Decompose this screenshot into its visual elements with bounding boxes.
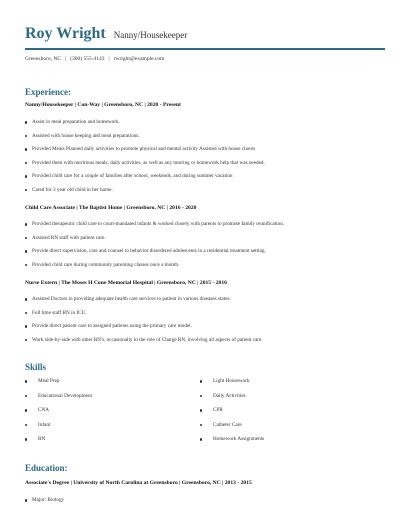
job-heading: Nanny/Housekeeper | Con-Way | Greensboro, NC | 2020 - Present	[25, 102, 181, 108]
skill-item: RN	[25, 436, 92, 451]
list-item: Major: Biology	[25, 497, 385, 511]
skill-item: CPR	[200, 407, 264, 422]
candidate-title: Nanny/Housekeeper	[113, 30, 188, 40]
contact-separator: |	[65, 56, 67, 62]
skill-item: Catheter Care	[200, 422, 264, 437]
job-bullet-list	[25, 296, 385, 350]
list-item: Assist in meal preparation and homework.	[25, 119, 385, 133]
list-item: Provide direct supervision, care and counsel to behavior disordered adolescents in a residential treatment setting.	[25, 248, 385, 262]
degree-heading: Associate's Degree | University of North Carolina at Greensboro | Greensboro, NC | 2013 - 2015	[25, 480, 252, 486]
experience-heading: Experience:	[25, 87, 71, 97]
resume-header	[25, 25, 385, 43]
skill-item: Homework Assignments	[200, 436, 264, 451]
skill-item: Daily Activities	[200, 393, 264, 408]
contact-separator: |	[108, 56, 110, 62]
header-divider	[25, 48, 385, 50]
job-bullet-list	[25, 221, 385, 275]
contact-location: Greensboro, NC	[25, 56, 62, 62]
list-item: Provided Meals Planned daily activities to promote physical and mental activity Assisted with house chores	[25, 146, 385, 160]
list-item: Provided therapeutic child care to court-mandated infants & worked closely with parents to promote family reunification.	[25, 221, 385, 235]
list-item: Provided child care during community parenting classes once a month.	[25, 262, 385, 276]
list-item: Provide direct patient care to assigned patients using the primary care model.	[25, 323, 385, 337]
education-heading: Education:	[25, 463, 68, 473]
list-item: Provided child care for a couple of families after school, weekends, and during summer vacation	[25, 173, 385, 187]
list-item: Full time staff RN in ICU.	[25, 310, 385, 324]
list-item: Work side-by-side with other RN's, occasionally in the role of Charge RN, involving all aspects of patient care.	[25, 337, 385, 351]
list-item: Assisted RN staff with patient care.	[25, 235, 385, 249]
skills-list-right	[200, 378, 264, 451]
list-item: Cared for 3 year old child in her home.	[25, 187, 385, 201]
job-heading: Nurse Extern | The Moses H Cone Memorial Hospital | Greensboro, NC | 2015 - 2016	[25, 280, 227, 286]
skills-heading: Skills	[25, 362, 47, 372]
skill-item: Meal Prep	[25, 378, 92, 393]
skills-list-left	[25, 378, 92, 451]
contact-phone: (300) 555-4143	[70, 56, 105, 62]
contact-line	[25, 56, 164, 62]
list-item: Assisted Doctors in providing adequate health care services to patient in various diseases states.	[25, 296, 385, 310]
job-heading: Child Care Associate | The Baptist Home | Greensboro, NC | 2016 - 2020	[25, 205, 197, 211]
skill-item: Educational Development	[25, 393, 92, 408]
contact-email[interactable]: rwright@example.com	[113, 56, 165, 62]
education-bullet-list	[25, 497, 385, 511]
list-item: Provided them with nutritious meals, daily activities, as well as any tutoring or homework help that was needed.	[25, 160, 385, 174]
skill-item: CNA	[25, 407, 92, 422]
skill-item: Infant	[25, 422, 92, 437]
list-item: Assisted with house keeping and meal preparations.	[25, 133, 385, 147]
candidate-name: Roy Wright	[25, 25, 106, 42]
skill-item: Light Housework	[200, 378, 264, 393]
job-bullet-list	[25, 119, 385, 200]
